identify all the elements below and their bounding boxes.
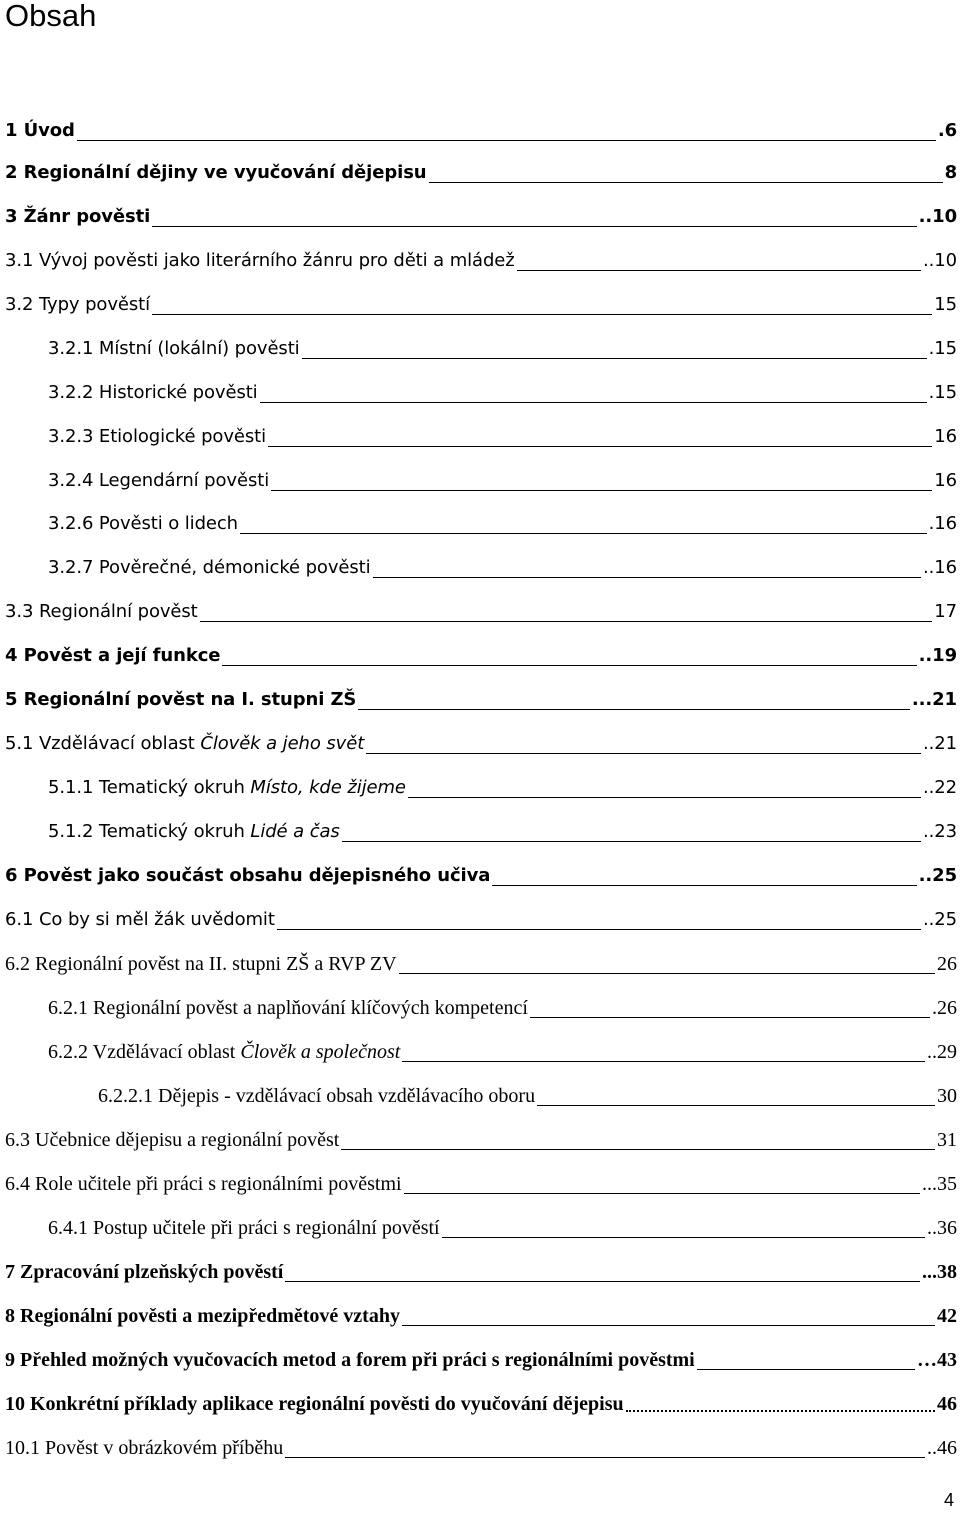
toc-entry[interactable] — [48, 981, 957, 1021]
toc-entry-label: 6.2 Regionální pověst na II. stupni ZŠ a RVP ZV — [5, 953, 397, 975]
toc-entry[interactable] — [48, 541, 957, 581]
toc-entry[interactable] — [48, 1201, 957, 1241]
toc-leader — [302, 336, 927, 362]
toc-entry-page: ..29 — [927, 1041, 957, 1063]
toc-entry-page: ..21 — [923, 733, 957, 754]
toc-leader — [341, 1127, 935, 1153]
toc-entry-page: ...38 — [922, 1261, 957, 1283]
toc-entry[interactable] — [5, 146, 957, 186]
toc-entry[interactable] — [48, 366, 957, 406]
toc-leader — [200, 599, 933, 625]
toc-entry-page: ..22 — [923, 777, 957, 798]
toc-entry-label: 6.4 Role učitele při práci s regionálními pověstmi — [5, 1173, 402, 1195]
toc-entry[interactable] — [5, 629, 957, 669]
toc-leader — [402, 1039, 925, 1065]
toc-entry-label: 5 Regionální pověst na I. stupni ZŠ — [5, 689, 357, 710]
toc-entry-label: 6.1 Co by si měl žák uvědomit — [5, 909, 275, 930]
toc-leader — [399, 951, 935, 977]
toc-entry-label-italic: Člověk a společnost — [240, 1041, 401, 1063]
toc-leader — [402, 1303, 935, 1329]
toc-leader — [285, 1259, 920, 1285]
toc-entry-label: 6.2.2.1 Dějepis - vzdělávací obsah vzdělávacího oboru — [98, 1085, 536, 1107]
toc-entry[interactable] — [98, 1069, 957, 1109]
toc-entry-label: 1 Úvod — [5, 120, 75, 141]
toc-entry-label-italic: Místo, kde žijeme — [250, 777, 406, 798]
toc-leader — [408, 775, 921, 801]
toc-entry-page: .15 — [928, 382, 957, 403]
toc-leader — [77, 118, 936, 144]
toc-entry-label: 6.2.1 Regionální pověst a naplňování klíčových kompetencí — [48, 997, 528, 1019]
toc-entry-page: 42 — [937, 1305, 957, 1327]
toc-entry-page: 16 — [934, 470, 957, 491]
toc-entry-page: ..25 — [923, 909, 957, 930]
toc-entry[interactable] — [5, 585, 957, 625]
toc-entry-page: ..10 — [923, 250, 957, 271]
toc-entry[interactable] — [5, 1333, 957, 1373]
toc-leader — [429, 160, 943, 186]
toc-entry-label: 3.2.2 Historické pověsti — [48, 382, 258, 403]
toc-entry-page: 16 — [934, 426, 957, 447]
toc-entry-page: ...35 — [922, 1173, 957, 1195]
toc-entry-page: ..10 — [918, 206, 957, 227]
toc-entry-page: ..16 — [923, 557, 957, 578]
toc-entry-page: .15 — [928, 338, 957, 359]
toc-entry-label: 5.1.1 Tematický okruh Místo, kde žijeme — [48, 777, 406, 798]
toc-entry[interactable] — [5, 1421, 957, 1461]
toc-leader — [404, 1171, 920, 1197]
toc-leader — [626, 1391, 935, 1417]
toc-entry-label-italic: Lidé a čas — [250, 821, 340, 842]
toc-leader — [358, 687, 910, 713]
toc-entry-label: 10 Konkrétní příklady aplikace regionální pověsti do vyučování dějepisu — [5, 1393, 624, 1415]
toc-entry-label: 8 Regionální pověsti a mezipředmětové vztahy — [5, 1305, 400, 1327]
toc-entry[interactable] — [5, 1157, 957, 1197]
toc-entry[interactable] — [48, 410, 957, 450]
toc-entry-label: 4 Pověst a její funkce — [5, 645, 221, 666]
toc-leader — [342, 819, 921, 845]
toc-entry[interactable] — [5, 893, 957, 933]
toc-entry-label: 3.1 Vývoj pověsti jako literárního žánru pro děti a mládež — [5, 250, 515, 271]
toc-entry-label: 6.3 Učebnice dějepisu a regionální pověst — [5, 1129, 340, 1151]
toc-entry-label: 2 Regionální dějiny ve vyučování dějepisu — [5, 162, 427, 183]
toc-entry[interactable] — [48, 1025, 957, 1065]
toc-leader — [537, 1083, 935, 1109]
toc-entry-page: 30 — [937, 1085, 957, 1107]
toc-entry-label: 9 Přehled možných vyučovacích metod a forem při práci s regionálními pověstmi — [5, 1349, 695, 1371]
toc-entry-page: .16 — [928, 513, 957, 534]
toc-leader — [152, 204, 916, 230]
toc-entry-label: 5.1 Vzdělávací oblast Člověk a jeho svět — [5, 733, 365, 754]
toc-entry[interactable] — [48, 761, 957, 801]
toc-entry[interactable] — [5, 1113, 957, 1153]
toc-entry-label: 6 Pověst jako součást obsahu dějepisného učiva — [5, 865, 491, 886]
toc-entry[interactable] — [5, 1289, 957, 1329]
toc-entry-label: 6.2.2 Vzdělávací oblast Člověk a společnost — [48, 1041, 401, 1063]
toc-leader — [373, 555, 922, 581]
toc-entry[interactable] — [5, 673, 957, 713]
toc-entry[interactable] — [48, 322, 957, 362]
toc-entry-page: …43 — [917, 1349, 957, 1371]
toc-leader — [152, 292, 932, 318]
toc-entry-page: ..19 — [918, 645, 957, 666]
toc-entry-label: 7 Zpracování plzeňských pověstí — [5, 1261, 284, 1283]
toc-entry-page: 26 — [937, 953, 957, 975]
toc-entry[interactable] — [48, 805, 957, 845]
page-title: Obsah — [5, 0, 97, 33]
toc-entry-page: 17 — [934, 601, 957, 622]
toc-entry[interactable] — [5, 1245, 957, 1285]
toc-entry-label: 10.1 Pověst v obrázkovém příběhu — [5, 1437, 284, 1459]
toc-leader — [442, 1215, 925, 1241]
toc-entry-label: 3.3 Regionální pověst — [5, 601, 198, 622]
toc-entry[interactable] — [5, 937, 957, 977]
toc-leader — [530, 995, 930, 1021]
toc-leader — [222, 643, 916, 669]
toc-leader — [517, 248, 921, 274]
toc-entry[interactable] — [5, 190, 957, 230]
toc-entry[interactable] — [5, 1377, 957, 1417]
toc-leader — [240, 511, 927, 537]
toc-entry[interactable] — [5, 278, 957, 318]
toc-entry-page: 31 — [937, 1129, 957, 1151]
toc-entry-page: .26 — [932, 997, 957, 1019]
toc-entry-page: ...21 — [911, 689, 957, 710]
toc-entry-label: 3.2.7 Pověrečné, démonické pověsti — [48, 557, 371, 578]
toc-entry-label: 3.2 Typy pověstí — [5, 294, 150, 315]
toc-entry-label: 3.2.4 Legendární pověsti — [48, 470, 270, 491]
toc-leader — [277, 907, 921, 933]
toc-entry-page: 15 — [934, 294, 957, 315]
toc-entry-page: 46 — [937, 1393, 957, 1415]
toc-entry[interactable] — [5, 234, 957, 274]
toc-entry-label: 3.2.3 Etiologické pověsti — [48, 426, 266, 447]
toc-leader — [492, 863, 916, 889]
toc-leader — [697, 1347, 915, 1373]
toc-entry-label: 3.2.1 Místní (lokální) pověsti — [48, 338, 300, 359]
toc-leader — [268, 424, 932, 450]
toc-entry[interactable] — [5, 717, 957, 757]
toc-entry[interactable] — [5, 849, 957, 889]
toc-leader — [260, 380, 927, 406]
toc-entry-page: 8 — [944, 162, 957, 183]
toc-entry-page: ..25 — [918, 865, 957, 886]
toc-entry[interactable] — [48, 497, 957, 537]
toc-leader — [285, 1435, 925, 1461]
toc-leader — [271, 468, 932, 494]
toc-entry-page: ..46 — [927, 1437, 957, 1459]
toc-entry[interactable] — [48, 454, 957, 494]
toc-entry[interactable] — [5, 104, 957, 144]
toc-leader — [366, 731, 921, 757]
toc-entry-label: 5.1.2 Tematický okruh Lidé a čas — [48, 821, 340, 842]
page-number: 4 — [943, 1490, 954, 1510]
toc-entry-label: 3 Žánr pověsti — [5, 206, 151, 227]
toc-entry-page: ..23 — [923, 821, 957, 842]
toc-entry-label-italic: Člověk a jeho svět — [200, 733, 365, 754]
toc-entry-label: 3.2.6 Pověsti o lidech — [48, 513, 238, 534]
toc-entry-label: 6.4.1 Postup učitele při práci s regionální pověstí — [48, 1217, 440, 1239]
toc-entry-page: .6 — [937, 120, 957, 141]
toc-entry-page: ..36 — [927, 1217, 957, 1239]
